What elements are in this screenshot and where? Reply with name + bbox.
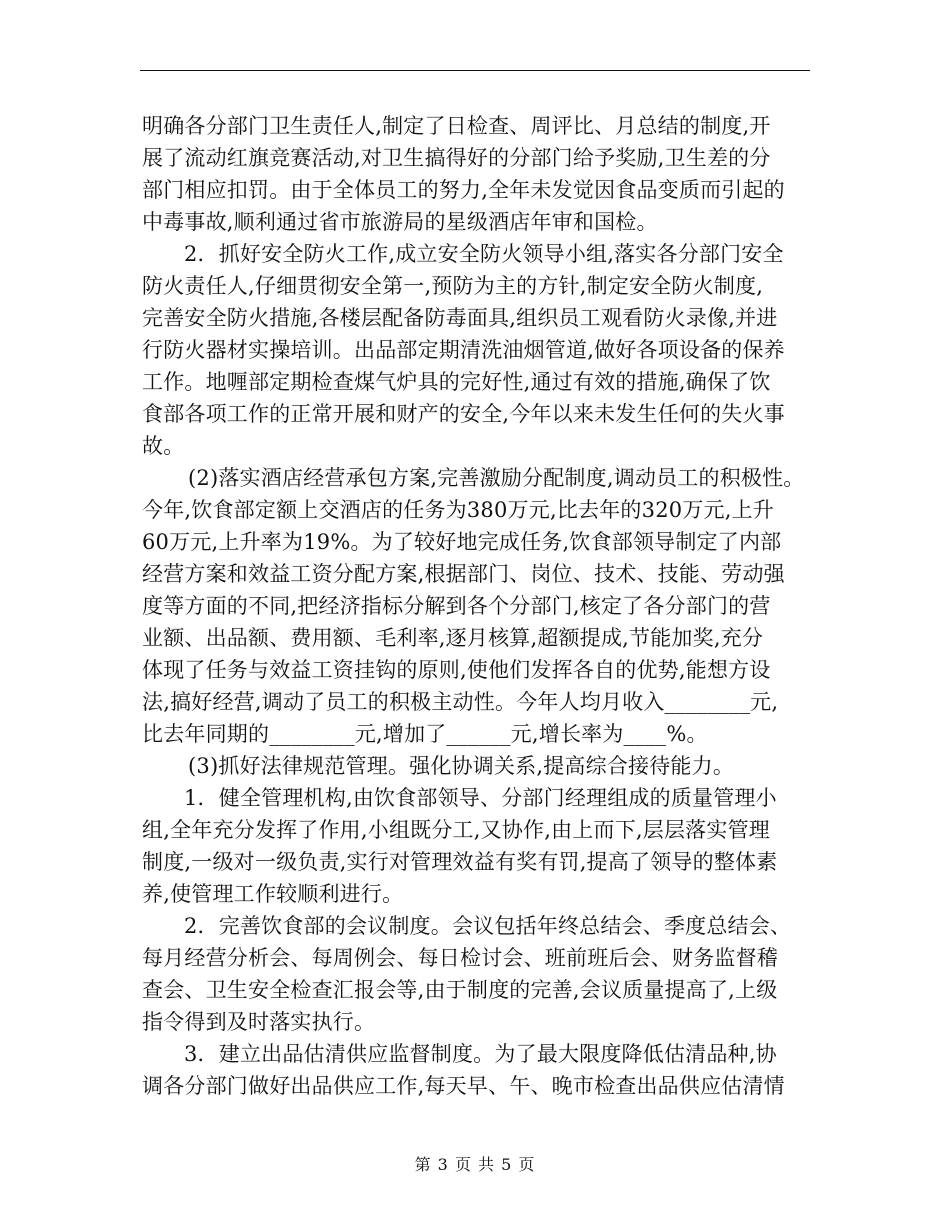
text-line: 体现了任务与效益工资挂钩的原则,使他们发挥各自的优势,能想方设 (142, 658, 771, 682)
text-line: 工作。地喱部定期检查煤气炉具的完好性,通过有效的措施,确保了饮 (142, 370, 771, 394)
text-line: 故。 (142, 434, 185, 458)
text-line: 制度,一级对一级负责,实行对管理效益有奖有罚,提高了领导的整体素 (142, 850, 778, 874)
text-line: 比去年同期的________元,增加了______元,增长率为____%。 (142, 722, 708, 746)
text-line: 完善安全防火措施,各楼层配备防毒面具,组织员工观看防火录像,并进 (142, 306, 778, 330)
text-line: 食部各项工作的正常开展和财产的安全,今年以来未发生任何的失火事 (142, 402, 785, 426)
text-line: 法,搞好经营,调动了员工的积极主动性。今年人均月收入________元, (142, 690, 779, 714)
text-line: (3)抓好法律规范管理。强化协调关系,提高综合接待能力。 (188, 754, 735, 778)
text-line: 2．抓好安全防火工作,成立安全防火领导小组,落实各分部门安全 (184, 242, 784, 266)
text-line: 行防火器材实操培训。出品部定期清洗油烟管道,做好各项设备的保养 (142, 338, 785, 362)
text-line: 3．建立出品估清供应监督制度。为了最大限度降低估清品种,协 (184, 1042, 777, 1066)
text-line: 指令得到及时落实执行。 (142, 1010, 376, 1034)
text-line: 调各分部门做好出品供应工作,每天早、午、晚市检查出品供应估清情 (142, 1074, 785, 1098)
text-line: 2．完善饮食部的会议制度。会议包括年终总结会、季度总结会、 (184, 914, 792, 938)
page-number-footer: 第 3 页 共 5 页 (414, 1155, 536, 1174)
text-line: 每月经营分析会、每周例会、每日检讨会、班前班后会、财务监督稽 (142, 946, 778, 970)
text-line: 养,使管理工作较顺利进行。 (142, 882, 404, 906)
text-line: (2)落实酒店经营承包方案,完善激励分配制度,调动员工的积极性。 (188, 466, 805, 490)
text-line: 1．健全管理机构,由饮食部领导、分部门经理组成的质量管理小 (184, 786, 777, 810)
text-line: 业额、出品额、费用额、毛利率,逐月核算,超额提成,节能加奖,充分 (142, 626, 764, 650)
text-line: 经营方案和效益工资分配方案,根据部门、岗位、技术、技能、劳动强 (142, 562, 785, 586)
text-line: 部门相应扣罚。由于全体员工的努力,全年未发觉因食品变质而引起的 (142, 178, 785, 202)
text-line: 展了流动红旗竞赛活动,对卫生搞得好的分部门给予奖励,卫生差的分 (142, 146, 771, 170)
text-line: 今年,饮食部定额上交酒店的任务为380万元,比去年的320万元,上升 (142, 498, 774, 522)
text-line: 明确各分部门卫生责任人,制定了日检查、周评比、月总结的制度,开 (142, 114, 771, 138)
text-line: 60万元,上升率为19%。为了较好地完成任务,饮食部领导制定了内部 (142, 530, 782, 554)
header-rule (140, 70, 810, 71)
text-line: 查会、卫生安全检查汇报会等,由于制度的完善,会议质量提高了,上级 (142, 978, 778, 1002)
text-line: 组,全年充分发挥了作用,小组既分工,又协作,由上而下,层层落实管理 (142, 818, 770, 842)
text-line: 度等方面的不同,把经济指标分解到各个分部门,核定了各分部门的营 (142, 594, 771, 618)
text-line: 中毒事故,顺利通过省市旅游局的星级酒店年审和国检。 (142, 210, 658, 234)
text-line: 防火责任人,仔细贯彻安全第一,预防为主的方针,制定安全防火制度, (142, 274, 764, 298)
